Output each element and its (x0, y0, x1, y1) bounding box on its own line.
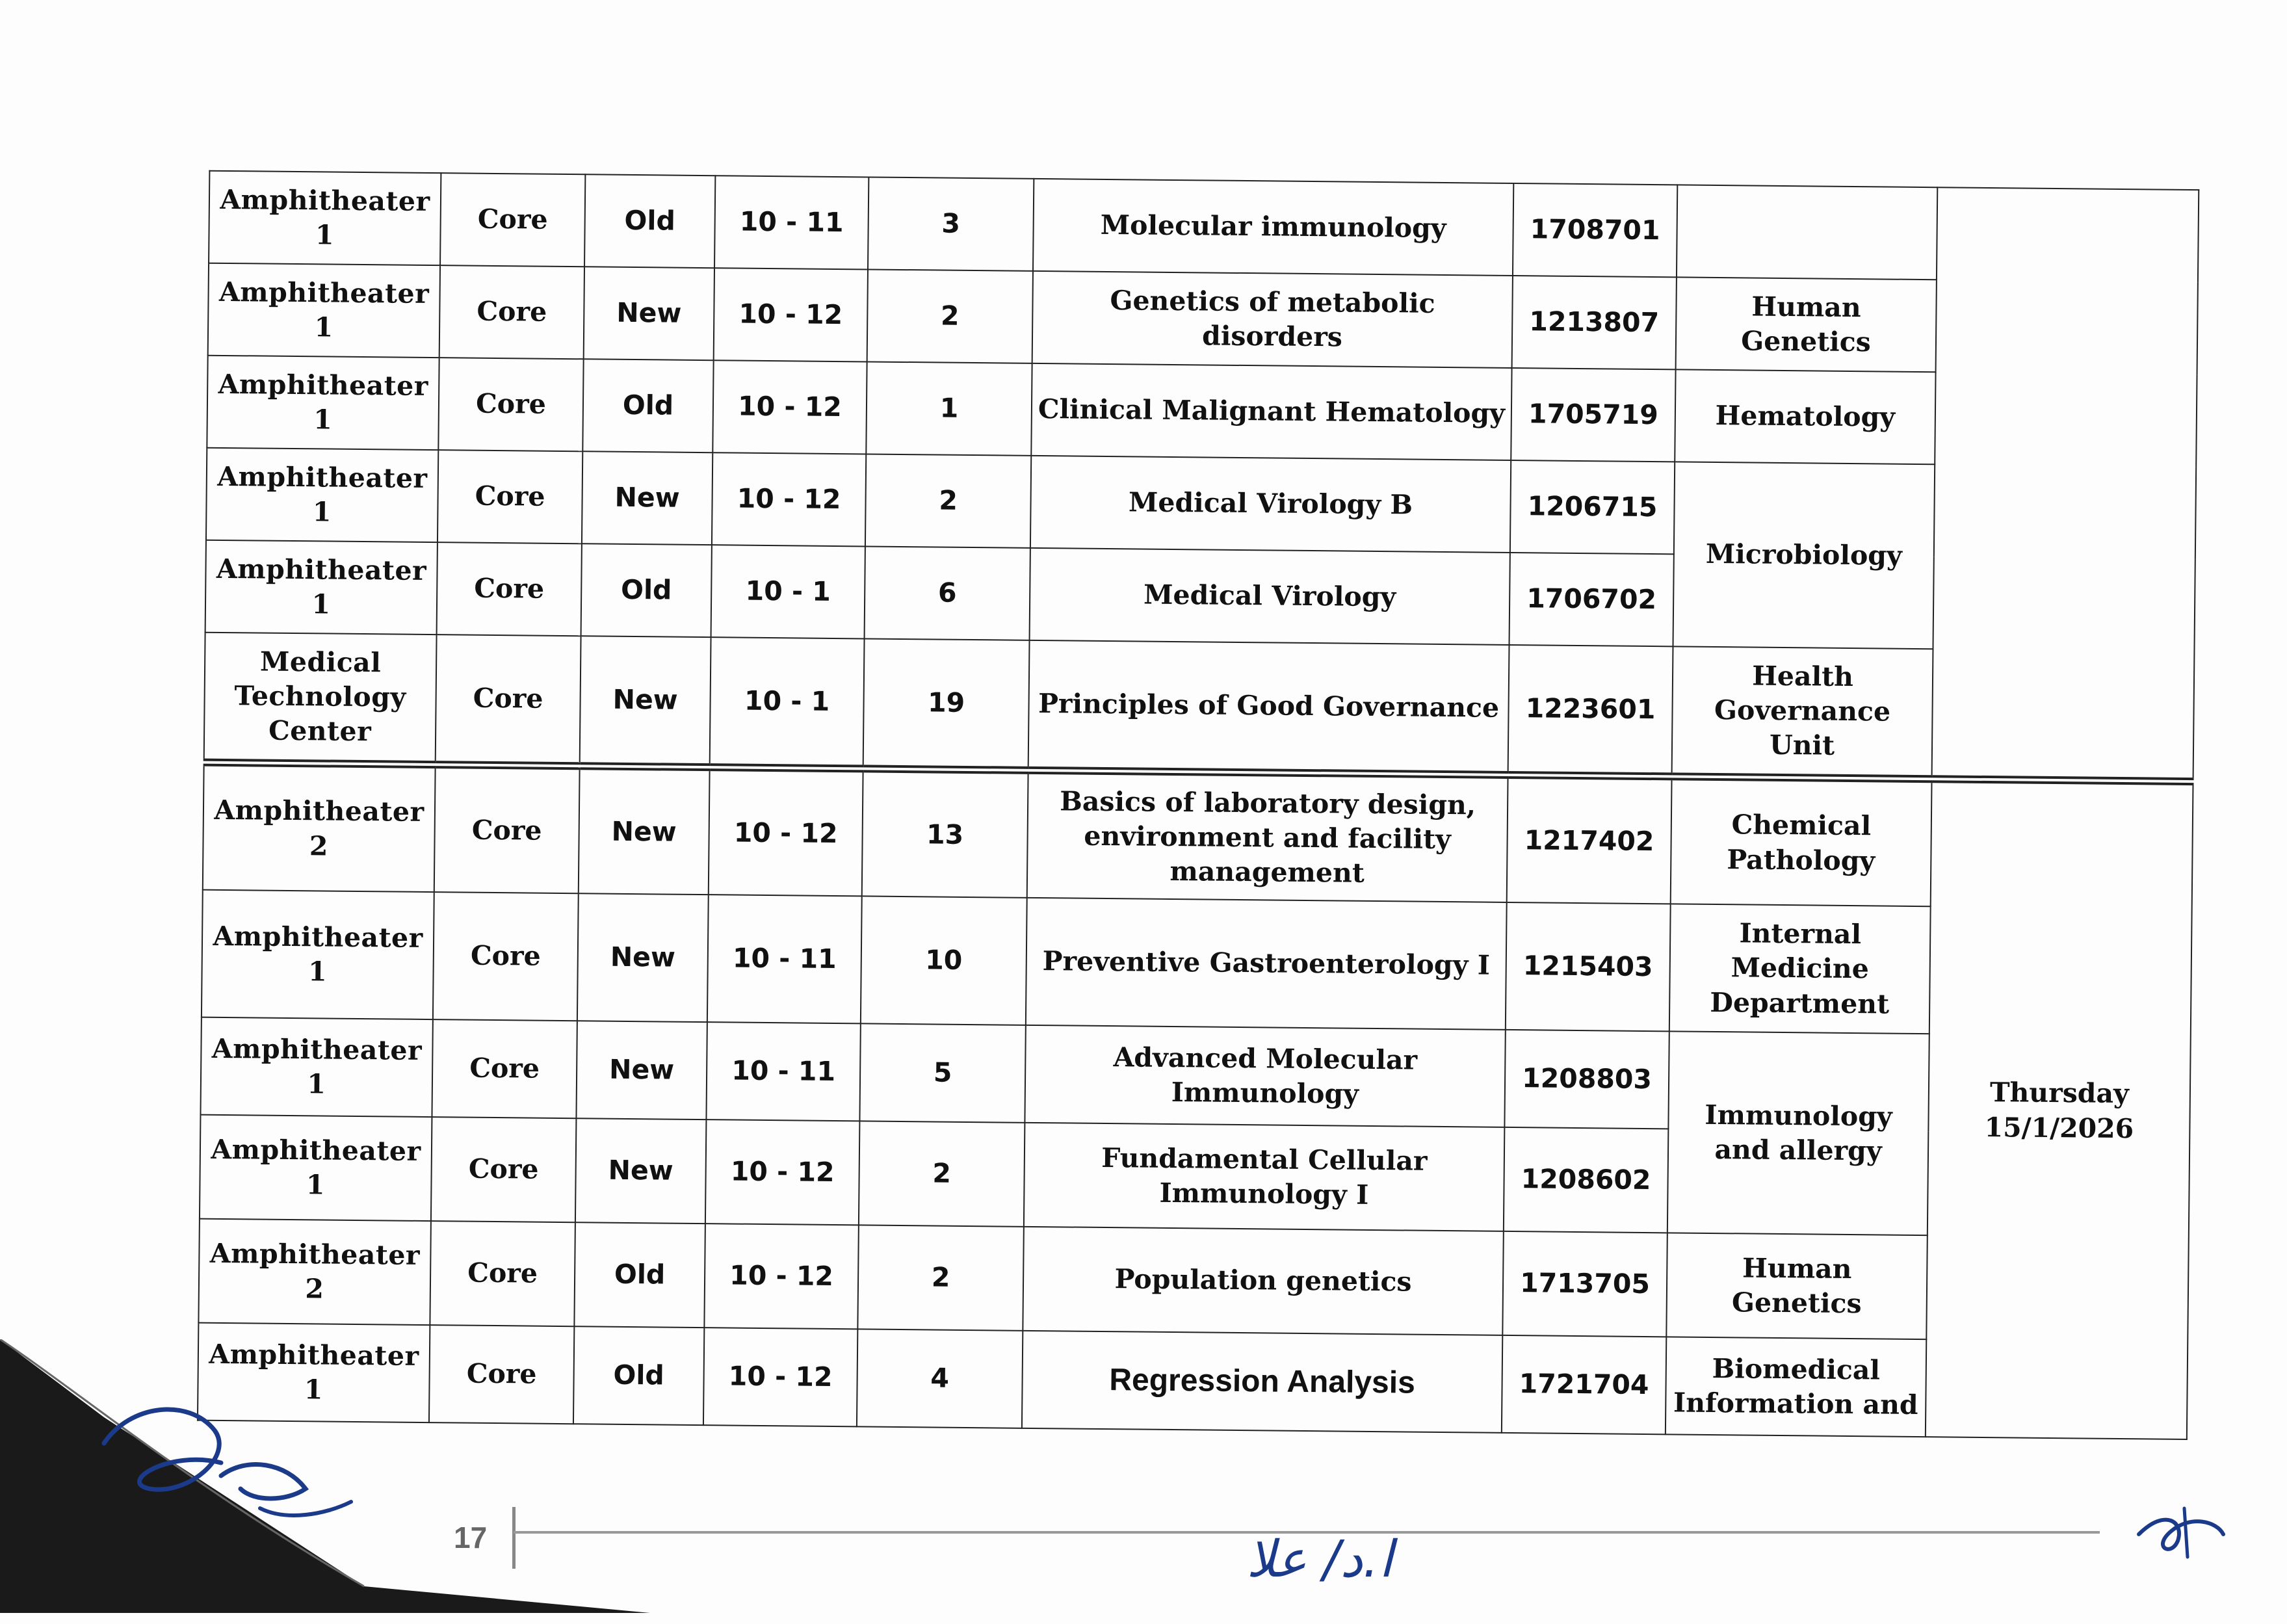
place-cell: Amphitheater 1 (209, 171, 441, 265)
type-cell: Core (436, 635, 581, 766)
department-cell (1677, 185, 1937, 280)
time-cell: 10 - 11 (714, 176, 869, 269)
code-cell: 1206715 (1510, 460, 1675, 554)
day-label: Thursday (1989, 1077, 2130, 1110)
place-cell: Amphitheater 1 (198, 1323, 430, 1422)
table-row (204, 633, 2195, 781)
type-cell: Core (431, 1117, 577, 1222)
count-cell: 6 (865, 546, 1030, 640)
course-cell: Regression Analysis (1022, 1331, 1502, 1433)
time-cell: 10 - 12 (714, 268, 868, 361)
department-cell: Hematology (1675, 369, 1935, 464)
type-cell: Core (438, 450, 582, 544)
type-cell: Core (430, 1221, 575, 1326)
place-cell: Medical Technology Center (204, 633, 437, 765)
day-cell (1926, 779, 2193, 1439)
code-cell: 1713705 (1502, 1231, 1667, 1337)
place-cell: Amphitheater 1 (207, 356, 439, 450)
signature-center-text: ا.د/ علا (1246, 1530, 1393, 1589)
course-cell: Molecular immunology (1033, 179, 1513, 276)
type-cell: Core (438, 358, 583, 451)
regulation-cell: New (582, 451, 712, 545)
count-cell: 3 (868, 177, 1034, 270)
department-cell: Microbiology (1673, 462, 1935, 649)
place-cell: Amphitheater 1 (208, 263, 440, 358)
time-cell: 10 - 1 (711, 545, 865, 638)
regulation-cell: Old (574, 1222, 705, 1328)
count-cell: 4 (857, 1329, 1023, 1428)
place-cell: Amphitheater 1 (205, 540, 438, 635)
course-cell: Preventive Gastroenterology I (1026, 898, 1507, 1030)
count-cell: 2 (857, 1225, 1024, 1330)
course-cell: Medical Virology B (1030, 456, 1511, 553)
count-cell: 10 (861, 896, 1027, 1025)
count-cell: 2 (865, 454, 1031, 547)
code-cell: 1223601 (1508, 645, 1673, 776)
exam-schedule-table (197, 170, 2199, 1440)
regulation-cell: New (580, 636, 711, 767)
course-cell: Population genetics (1023, 1227, 1504, 1335)
code-cell: 1208803 (1504, 1030, 1669, 1129)
code-cell: 1208602 (1504, 1127, 1669, 1233)
place-cell: Amphitheater 2 (203, 763, 436, 892)
type-cell: Core (432, 1019, 577, 1118)
place-cell: Amphitheater 1 (200, 1017, 432, 1117)
course-cell: Clinical Malignant Hematology (1031, 363, 1511, 460)
table-row (200, 1017, 2190, 1134)
regulation-cell: New (584, 267, 714, 360)
signature-left-icon (91, 1391, 364, 1541)
type-cell: Core (429, 1325, 574, 1424)
course-cell: Genetics of metabolic disorders (1032, 271, 1513, 368)
regulation-cell: New (579, 766, 710, 895)
department-cell: Biomedical Information and (1666, 1337, 1926, 1437)
code-cell: 1215403 (1506, 902, 1671, 1031)
time-cell: 10 - 12 (712, 452, 866, 546)
time-cell: 10 - 12 (712, 360, 867, 454)
department-cell: Immunology and allergy (1667, 1031, 1929, 1235)
table-row (202, 890, 2192, 1036)
time-cell: 10 - 12 (705, 1120, 860, 1225)
table-row (203, 763, 2193, 909)
regulation-cell: New (577, 893, 709, 1022)
time-cell: 10 - 1 (710, 637, 865, 768)
day-cell-empty (1932, 187, 2199, 781)
count-cell: 5 (859, 1023, 1025, 1122)
regulation-cell: Old (584, 174, 715, 268)
type-cell: Core (433, 892, 579, 1021)
course-cell: Principles of Good Governance (1028, 640, 1509, 775)
count-cell: 19 (863, 638, 1030, 770)
code-cell: 1705719 (1511, 368, 1675, 462)
department-cell: Human Genetics (1666, 1233, 1928, 1339)
table-row (198, 1219, 2188, 1342)
department-cell: Human Genetics (1676, 277, 1937, 372)
type-cell: Core (440, 173, 585, 267)
time-cell: 10 - 11 (707, 895, 862, 1023)
page-number: 17 (454, 1521, 488, 1554)
time-cell: 10 - 12 (703, 1328, 857, 1426)
type-cell: Core (434, 765, 580, 893)
place-cell: Amphitheater 2 (198, 1219, 431, 1325)
count-cell: 13 (862, 768, 1028, 897)
regulation-cell: Old (573, 1326, 704, 1425)
code-cell: 1721704 (1502, 1335, 1666, 1434)
signature-center (1164, 1515, 1476, 1606)
code-cell: 1706702 (1509, 553, 1674, 646)
type-cell: Core (437, 542, 582, 636)
department-cell: Chemical Pathology (1671, 776, 1932, 906)
page-number-bar (512, 1507, 516, 1569)
time-cell: 10 - 11 (706, 1022, 860, 1121)
regulation-cell: Old (581, 544, 712, 637)
time-cell: 10 - 12 (704, 1224, 859, 1329)
regulation-cell: Old (582, 359, 713, 452)
course-cell: Advanced Molecular Immunology (1025, 1025, 1505, 1127)
initials-right-icon (2126, 1495, 2236, 1567)
course-cell: Medical Virology (1030, 548, 1510, 645)
place-cell: Amphitheater 1 (200, 1115, 432, 1221)
table-row (198, 1323, 2188, 1439)
date-label: 15/1/2026 (1984, 1111, 2134, 1144)
code-cell: 1217402 (1507, 775, 1672, 904)
department-cell: Internal Medicine Department (1669, 904, 1931, 1034)
course-cell: Basics of laboratory design, environment and facility management (1027, 770, 1508, 902)
department-cell: Health Governance Unit (1672, 646, 1933, 779)
count-cell: 2 (859, 1121, 1025, 1226)
place-cell: Amphitheater 1 (202, 890, 434, 1019)
count-cell: 1 (866, 361, 1032, 455)
course-cell: Fundamental Cellular Immunology I (1024, 1123, 1505, 1231)
code-cell: 1213807 (1512, 276, 1677, 369)
place-cell: Amphitheater 1 (206, 448, 438, 542)
count-cell: 2 (867, 269, 1033, 363)
type-cell: Core (439, 265, 584, 359)
regulation-cell: New (575, 1118, 707, 1224)
regulation-cell: New (576, 1021, 707, 1120)
code-cell: 1708701 (1513, 183, 1677, 277)
time-cell: 10 - 12 (709, 767, 863, 896)
